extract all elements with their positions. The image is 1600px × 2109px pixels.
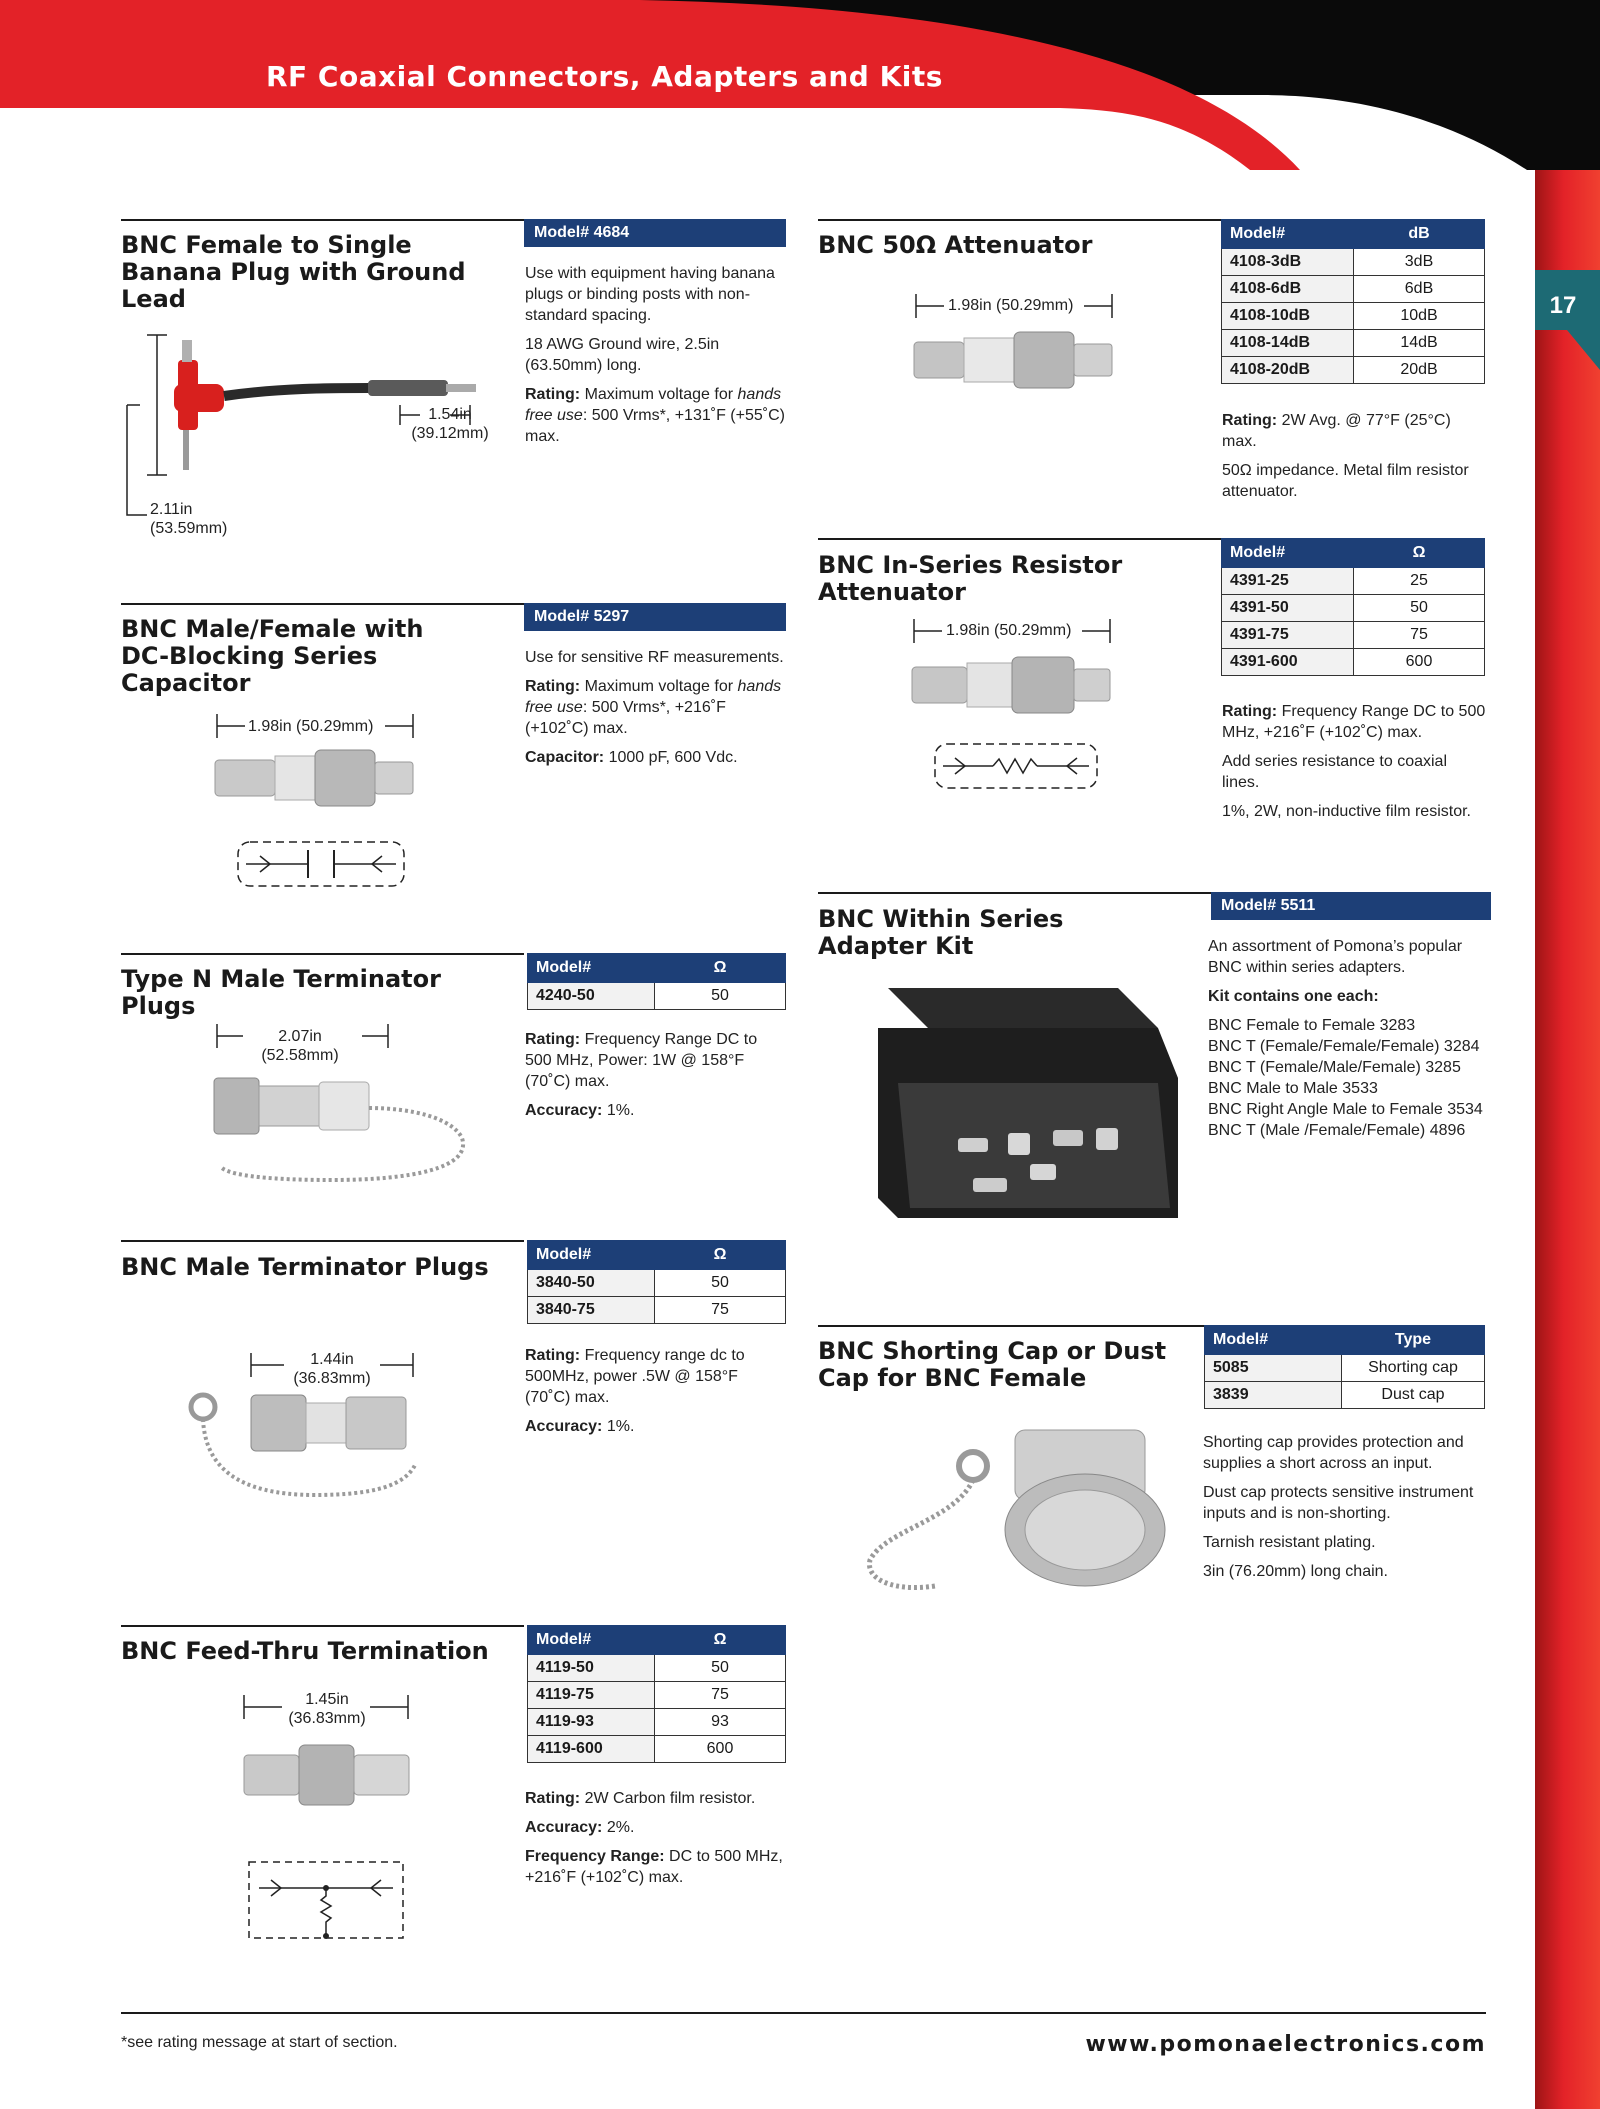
list-item: BNC T (Female/Male/Female) 3285 (1208, 1059, 1461, 1076)
footer-note: *see rating message at start of section. (121, 2034, 398, 2051)
bnc-terminator-photo (175, 1385, 445, 1505)
product-description (525, 1788, 787, 1896)
type-n-terminator-photo (212, 1068, 482, 1188)
list-item: BNC T (Female/Female/Female) 3284 (1208, 1038, 1480, 1055)
rating-text: Rating: Maximum voltage for hands free use: 500 Vrms*, +131˚F (+55˚C) max. (525, 386, 785, 445)
dimension-label: 1.98in (50.29mm) (948, 297, 1074, 314)
spec-table: Model# Ω 4240-50 50 (527, 953, 786, 1010)
rating-text: Rating: 2W Carbon film resistor. (525, 1790, 756, 1807)
table-row: 3839 Dust cap (1205, 1382, 1485, 1409)
dimension-label: 1.44in (36.83mm) (293, 1351, 371, 1387)
dimension-label: 2.07in (52.58mm) (261, 1028, 339, 1064)
model-bar: Model# 5511 (1211, 892, 1491, 920)
table-row: 4108-6dB 6dB (1222, 276, 1485, 303)
table-row: 3840-75 75 (528, 1297, 786, 1324)
product-description (525, 1345, 787, 1445)
model-bar: Model# 5297 (524, 603, 786, 631)
table-row: 4119-50 50 (528, 1655, 786, 1682)
table-row: 5085 Shorting cap (1205, 1355, 1485, 1382)
footer-url: www.pomonaelectronics.com (1085, 2032, 1486, 2057)
product-divider (818, 892, 1211, 894)
product-divider (818, 1325, 1204, 1327)
frequency-text: Frequency Range: DC to 500 MHz, +216˚F (+102˚C) max. (525, 1848, 783, 1886)
spec-table: Model# Ω 3840-50 50 3840-75 75 (527, 1240, 786, 1324)
table-row: 4119-75 75 (528, 1682, 786, 1709)
kit-item-list (1208, 1015, 1498, 1141)
product-description: Rating: Frequency Range DC to 500 MHz, +216˚F (+102˚C) max. Add series resistance to coaxial lines. 1%, 2W, non-inductive film resistor. (1222, 703, 1486, 820)
product-title: BNC Female to Single Banana Plug with Ground Lead (121, 231, 466, 313)
list-item: BNC Male to Male 3533 (1208, 1080, 1378, 1097)
table-row: 4108-20dB 20dB (1222, 357, 1485, 384)
in-series-attenuator-photo (912, 655, 1112, 715)
product-title: Type N Male Terminator Plugs (121, 965, 441, 1020)
attenuator-photo (914, 330, 1114, 390)
accuracy-text: Accuracy: 1%. (525, 1418, 635, 1435)
kit-contains-label: Kit contains one each: (1208, 988, 1379, 1005)
dc-block-adapter-photo (215, 748, 415, 808)
product-divider (121, 1625, 524, 1627)
list-item: BNC Female to Female 3283 (1208, 1017, 1416, 1034)
side-strip (1527, 170, 1600, 2109)
table-row: 4119-600 600 (528, 1736, 786, 1763)
footer-divider (121, 2012, 1486, 2014)
dimension-label: 1.45in (36.83mm) (288, 1691, 366, 1727)
product-title: BNC 50Ω Attenuator (818, 231, 1093, 259)
list-item: BNC Right Angle Male to Female 3534 (1208, 1101, 1483, 1118)
product-title: BNC Feed-Thru Termination (121, 1637, 489, 1665)
product-divider (121, 953, 524, 955)
dimension-label: 2.11in (53.59mm) (150, 501, 228, 537)
product-description: Use with equipment having banana plugs or binding posts with non-standard spacing. 18 AWG Ground wire, 2.5in (63.50mm) long. Rating: Maximum voltage for hands free use: 500 Vrms*, +131˚F (+55˚C) max. (525, 263, 787, 455)
dimension-label: 1.54in (39.12mm) (411, 406, 489, 442)
page-number: 17 (1549, 292, 1577, 319)
capacitor-text: Capacitor: 1000 pF, 600 Vdc. (525, 749, 738, 766)
dimension-label: 1.98in (50.29mm) (946, 622, 1072, 639)
section-title: RF Coaxial Connectors, Adapters and Kits (266, 60, 943, 93)
product-description: Rating: 2W Avg. @ 77°F (25°C) max. 50Ω impedance. Metal film resistor attenuator. (1222, 410, 1486, 510)
product-title: BNC In-Series Resistor Attenuator (818, 551, 1123, 606)
spec-table: Model# dB 4108-3dB 3dB 4108-6dB 6dB 4108-10dB 10dB 4108-14dB 14dB 4108-20dB 20dB (1221, 219, 1485, 384)
accuracy-text: Accuracy: 2%. (525, 1819, 635, 1836)
product-title: BNC Male/Female with DC-Blocking Series Capacitor (121, 615, 424, 697)
product-description: An assortment of Pomona’s popular BNC within series adapters. Kit contains one each: BNC Female to Female 3283 BNC T (Female/Female/Female) 3284 BNC T (Female/Male/Female) 3285 BNC Male to Male 3533 BNC Right Angle Male to Female 3534 BNC T (Male /Female/Female) 4896 (1208, 936, 1498, 1141)
product-title: BNC Male Terminator Plugs (121, 1253, 489, 1281)
rating-text: Rating: Maximum voltage for hands free use: 500 Vrms*, +216˚F (+102˚C) max. (525, 678, 782, 737)
table-row: 3840-50 50 (528, 1270, 786, 1297)
spec-table: Model# Type 5085 Shorting cap 3839 Dust cap (1204, 1325, 1485, 1409)
product-divider (818, 538, 1221, 540)
rating-text: Rating: Frequency Range DC to 500 MHz, Power: 1W @ 158°F (70˚C) max. (525, 1031, 758, 1090)
table-row: 4391-25 25 (1222, 568, 1485, 595)
product-title: BNC Within Series Adapter Kit (818, 905, 1064, 960)
spec-table: Model# Ω 4391-25 25 4391-50 50 4391-75 75 4391-600 600 (1221, 538, 1485, 676)
rating-text: Rating: Frequency Range DC to 500 MHz, +216˚F (+102˚C) max. (1222, 703, 1486, 741)
table-row: 4108-14dB 14dB (1222, 330, 1485, 357)
product-divider (121, 603, 524, 605)
product-description (525, 1029, 787, 1129)
product-title: BNC Shorting Cap or Dust Cap for BNC Female (818, 1337, 1167, 1392)
table-row: 4391-600 600 (1222, 649, 1485, 676)
shorting-cap-photo (855, 1420, 1175, 1600)
product-description: Use for sensitive RF measurements. Rating: Maximum voltage for hands free use: 500 Vrms*, +216˚F (+102˚C) max. Capacitor: 1000 pF, 600 Vdc. (525, 647, 787, 776)
spec-table: Model# Ω 4119-50 50 4119-75 75 4119-93 93 4119-600 600 (527, 1625, 786, 1763)
table-row: 4240-50 50 (528, 983, 786, 1010)
table-row: 4391-75 75 (1222, 622, 1485, 649)
product-divider (818, 219, 1221, 221)
product-divider (121, 1240, 524, 1242)
table-row: 4108-3dB 3dB (1222, 249, 1485, 276)
capacitor-schematic (236, 840, 406, 888)
model-bar: Model# 4684 (524, 219, 786, 247)
accuracy-text: Accuracy: 1%. (525, 1102, 635, 1119)
list-item: BNC T (Male /Female/Female) 4896 (1208, 1122, 1466, 1139)
rating-text: Rating: Frequency range dc to 500MHz, power .5W @ 158°F (70˚C) max. (525, 1347, 745, 1406)
rating-text: Rating: 2W Avg. @ 77°F (25°C) max. (1222, 412, 1451, 450)
feed-thru-photo (242, 1740, 412, 1810)
adapter-kit-case-photo (858, 968, 1198, 1238)
product-divider (121, 219, 524, 221)
termination-schematic (247, 1860, 405, 1940)
table-row: 4119-93 93 (528, 1709, 786, 1736)
dimension-label: 1.98in (50.29mm) (248, 718, 374, 735)
product-description: Shorting cap provides protection and supplies a short across an input. Dust cap protects sensitive instrument inputs and is non-shorting. Tarnish resistant plating. 3in (76.20mm) long chain. (1203, 1434, 1474, 1580)
table-row: 4391-50 50 (1222, 595, 1485, 622)
table-row: 4108-10dB 10dB (1222, 303, 1485, 330)
resistor-schematic (933, 742, 1099, 790)
